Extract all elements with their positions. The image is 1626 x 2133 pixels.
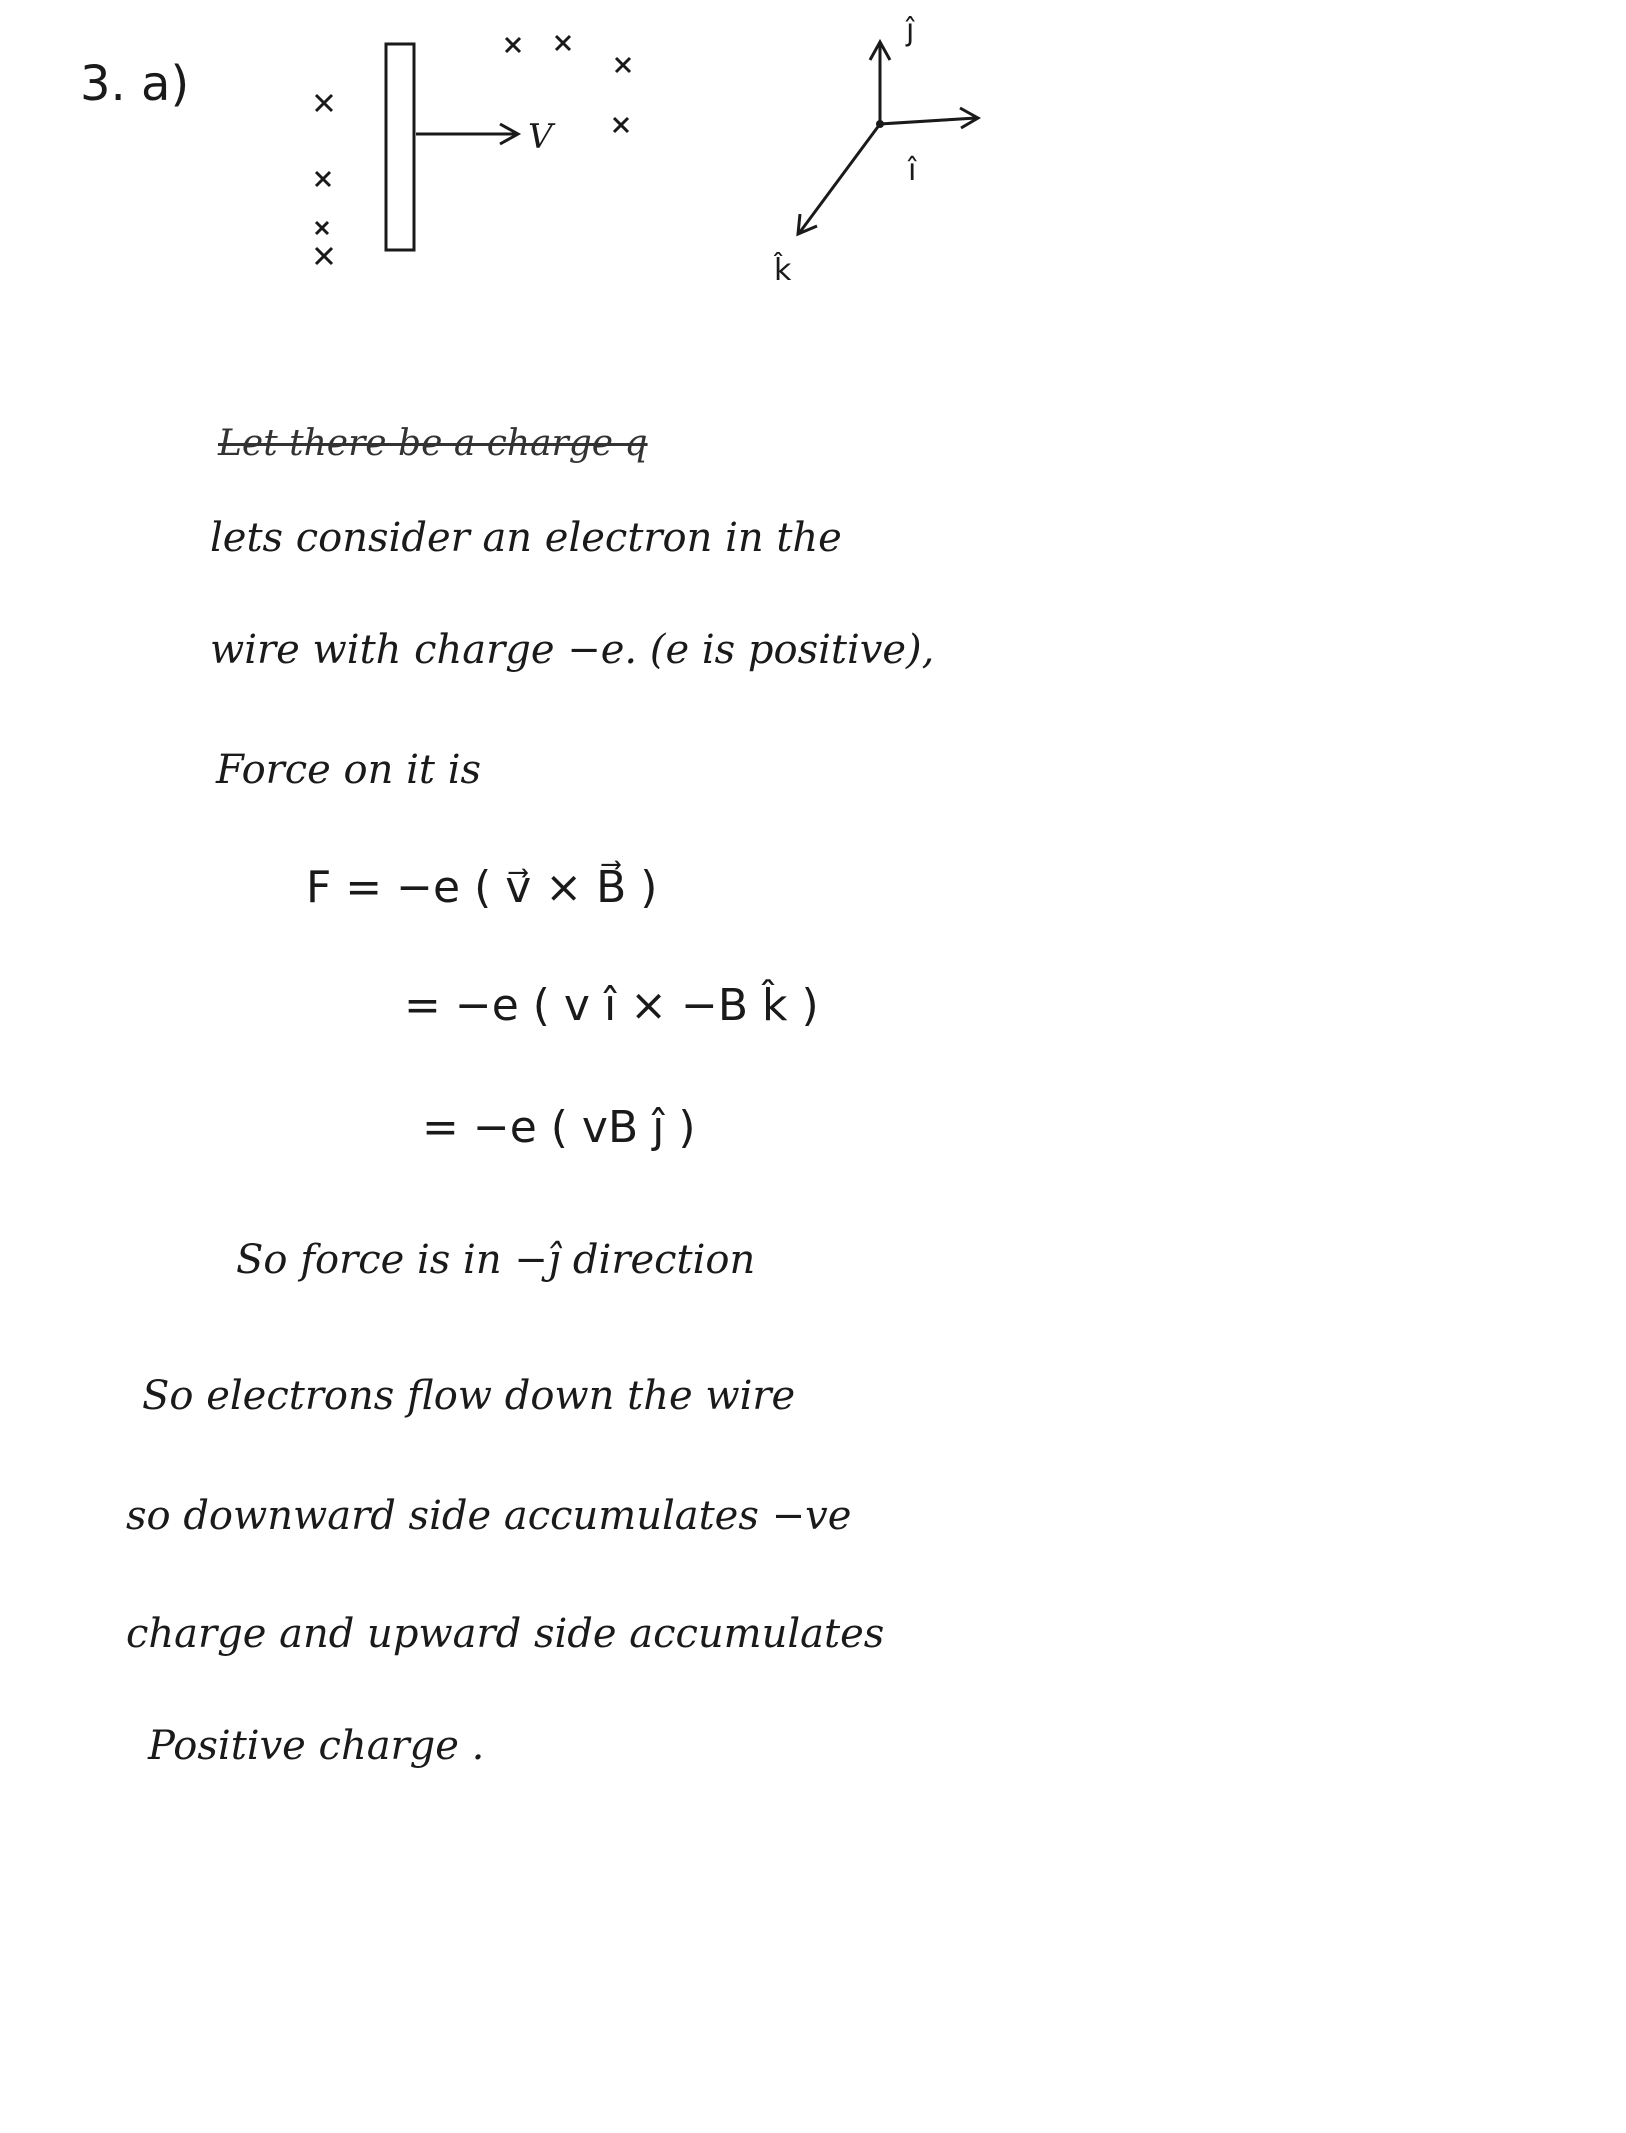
axes — [798, 42, 978, 234]
equation-1: F = −e ( v⃗ × B⃗ ) — [306, 862, 658, 913]
equation-3: = −e ( vB ĵ ) — [422, 1102, 696, 1153]
question-label: 3. a) — [80, 56, 190, 112]
conclusion-line-5: Positive charge . — [148, 1723, 485, 1769]
conclusion-line-1: So force is in −ĵ direction — [236, 1237, 756, 1283]
text-line-1: lets consider an electron in the — [210, 515, 842, 561]
j-axis-label: ĵ — [906, 13, 915, 48]
crossed-out-line: Let there be a charge q — [218, 423, 648, 464]
text-line-2: wire with charge −e. (e is positive), — [210, 627, 935, 673]
conclusion-line-2: So electrons flow down the wire — [142, 1373, 796, 1419]
wire — [386, 44, 414, 250]
equation-2: = −e ( v î × −B k̂ ) — [404, 980, 819, 1031]
k-axis-label: k̂ — [774, 253, 792, 288]
i-axis-label: î — [908, 153, 917, 188]
conclusion-line-4: charge and upward side accumulates — [126, 1611, 885, 1657]
magnetic-field-marks — [316, 36, 630, 264]
conclusion-line-3: so downward side accumulates −ve — [126, 1493, 852, 1539]
velocity-label: V — [528, 117, 553, 157]
velocity-arrow — [416, 124, 518, 144]
text-line-3: Force on it is — [216, 747, 482, 793]
